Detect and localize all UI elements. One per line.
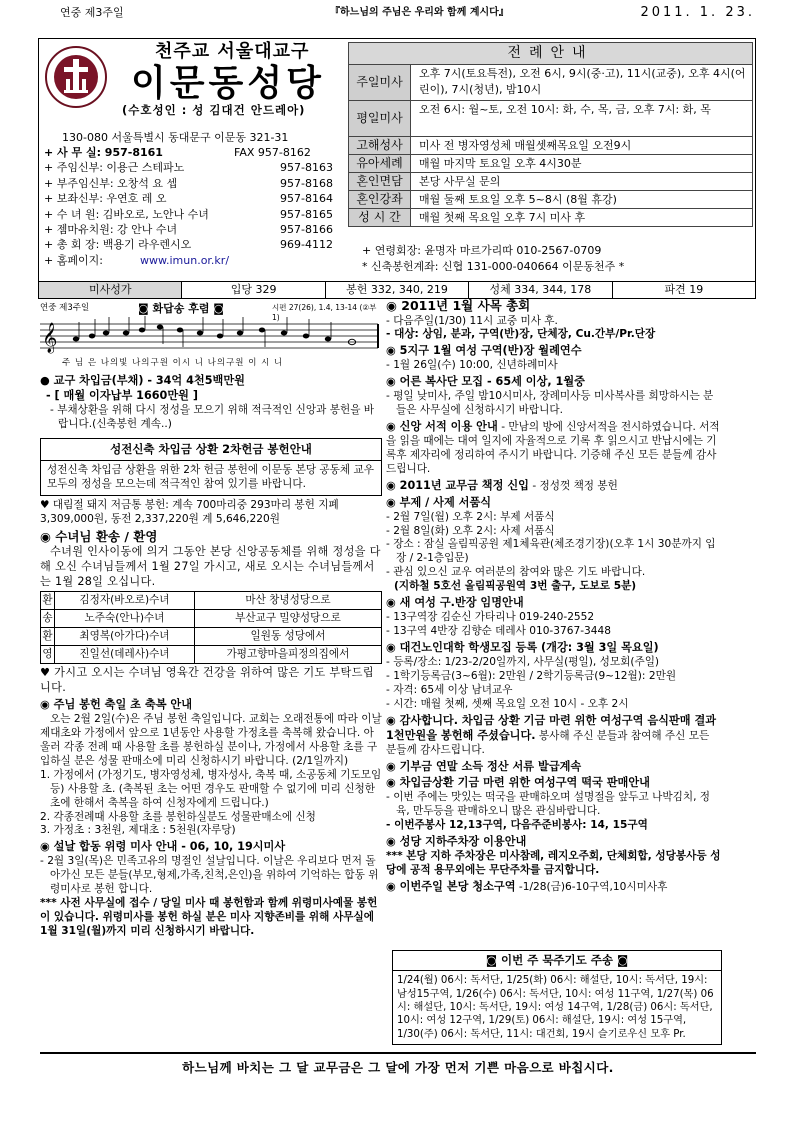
staff-pastor: + 주임신부: 이용근 스테파노 957-8163 bbox=[44, 161, 333, 175]
donation-account: * 신축봉헌계좌: 신협 131-000-040664 이문동천주 * bbox=[362, 260, 625, 273]
pastoral-assembly: ◉ 2011년 1월 사목 총회 - 다음주일(1/30) 11시 교중 미사 후. - 대상: 상임, 분과, 구역(반)장, 단체장, Cu.간부/Pr.단장 bbox=[386, 298, 656, 341]
psalm-lyrics: 주 님 은 나의빛 나의구원 이시 니 나의구원 이 시 니 bbox=[62, 358, 284, 368]
table-row: 송 노주숙(안나)수녀 부산교구 밀양성당으로 bbox=[41, 610, 382, 628]
svg-text:𝄞: 𝄞 bbox=[42, 323, 58, 353]
staff-asst-priest: + 보좌신부: 우연호 레 오 957-8164 bbox=[44, 192, 333, 206]
schedule-row-sunday: 주일미사 오후 7시(토요특전), 오전 6시, 9시(중·고), 11시(교중), 오후 4시(어린이), 7시(청년), 밤10시 bbox=[348, 65, 753, 101]
nuns-section: ◉ 수녀님 환송 / 환영 수녀원 인사이동에 의거 그동안 본당 신앙공동체를 위해 정성을 다해 오신 수녀님들께서 1월 27일 가시고, 새로 오시는 수녀님들께서는 1월 28일 오십니다. bbox=[40, 528, 381, 588]
right-column bbox=[386, 298, 722, 897]
left-column bbox=[40, 374, 382, 941]
district-training: ◉ 5지구 1월 여성 구역(반)장 월례연수 - 1월 26일(수) 10:00, 신년하례미사 bbox=[386, 344, 582, 372]
parking-notice: ◉ 성당 지하주차장 이용안내 *** 본당 지하 주차장은 미사참례, 레지오주회, 단체회합, 성당봉사등 성당에 공적 용무외에는 무단주차를 금지합니다. bbox=[386, 835, 721, 876]
mass-hymns-row bbox=[38, 282, 756, 299]
rice-cake-sale: ◉ 차입금상환 기금 마련 위한 여성구역 떡국 판매안내 - 이번 주에는 맛있는 떡국을 판매하오며 설명절을 앞두고 나박김치, 정육, 만두등을 판매하오니 많은 관심바랍니다. - 이번주봉사 12,13구역, 다음주준비봉사: 14, 15구역 bbox=[386, 776, 711, 832]
rosary-text: 1/24(월) 06시: 독서단, 1/25(화) 06시: 해설단, 10시: 독서단, 19시: 남성15구역, 1/26(수) 06시: 독서단, 10시: 여성 11구역, 1/27(목) 06시: 해설단, 10시: 독서단, 19시: 여성 14구역, 1/28(금) 06시: 독서단, 10시: 여성 12구역, 1/29(토) 06시: 해설단, 19시: 여성 15구역, 1/30(주) 06시: 독서단, 11시: 대건회, 19시 슬기로우신 모후 Pr. bbox=[397, 975, 714, 1040]
debt-section: ● 교구 차입금(부채) - 34억 4천5백만원 - [ 매월 이자납부 1660만원 ] - 부채상환을 위해 다시 정성을 모으기 위해 적극적인 신앙과 봉헌을 바랍니다.(신축봉헌 계속..) bbox=[40, 374, 375, 430]
top-bar bbox=[40, 4, 755, 26]
schedule-row-weekday: 평일미사 오전 6시: 월~토, 오전 10시: 화, 수, 목, 금, 오후 7시: 화, 목 bbox=[348, 101, 753, 137]
hymn-communion: 성체 334, 344, 178 bbox=[469, 282, 612, 298]
book-lending: ◉ 신앙 서적 이용 안내 - 만남의 방에 신앙서적을 전시하였습니다. 서적을 읽을 때에는 대여 일지에 자율적으로 기록 후 읽으시고 반납시에는 기록후 제자리에 정리하여 주시기 바랍니다. 기증해 주신 모든 분들께 감사드립니다. bbox=[386, 419, 720, 475]
contact-info bbox=[348, 243, 753, 275]
funeral-contact: + 연령회장: 윤명자 마르가리따 010-2567-0709 bbox=[362, 244, 602, 257]
staff-homepage: + 홈페이지: www.imun.or.kr/ bbox=[44, 253, 230, 267]
tithe-notice: ◉ 2011년 교무금 책정 신입 - 정성껏 책정 봉헌 bbox=[386, 478, 618, 492]
table-row: 환 최영복(아가다)수녀 일원동 성당에서 bbox=[41, 628, 382, 646]
ordination-section: ◉ 부제 / 사제 서품식 - 2월 7일(월) 오후 2시: 부제 서품식 - 2월 8일(화) 오후 2시: 사제 서품식 - 장소 : 잠실 올림픽공원 제1체육관(체조경기장)(오후 1시 30분까지 입장 / 2-1층입문) - 관심 있으신 교우 여러분의 참여와 많은 기도 바랍니다. (지하철 5호선 올림픽공원역 3번 출구, 도보로 5분) bbox=[386, 495, 716, 593]
thanks-notice: ◉ 감사합니다. 차입금 상환 기금 마련 위한 여성구역 음식판매 결과 1천만원을 봉헌해 주셨습니다. 봉사해 주신 분들과 참여해 주신 모든 분들께 감사드립니다. bbox=[386, 713, 717, 756]
patron-saint: (수호성인 : 성 김대건 안드레아) bbox=[122, 103, 306, 117]
piggy-bank-offering: ♥ 대림절 돼지 저금통 봉헌: 계속 700마리중 293마리 봉헌 지폐 3,309,000원, 동전 2,337,220원 계 5,646,220원 bbox=[40, 498, 339, 525]
rosary-schedule-box bbox=[392, 950, 722, 1045]
staff-convent: + 수 녀 원: 김바오로, 노안나 수녀 957-8165 bbox=[44, 207, 333, 221]
cleaning-duty: ◉ 이번주일 본당 청소구역 -1/28(금)6-10구역,10시미사후 bbox=[386, 879, 668, 893]
schedule-row-baptism: 유아세례 매월 마지막 토요일 오후 4시30분 bbox=[348, 155, 753, 173]
table-row: 환 김정자(바오로)수녀 마산 창녕성당으로 bbox=[41, 592, 382, 610]
hymn-entrance: 입당 329 bbox=[182, 282, 325, 298]
liturgical-week: 연중 제3주일 bbox=[60, 6, 124, 19]
church-name: 이문동성당 bbox=[131, 63, 325, 104]
bulletin-date: 2011. 1. 23. bbox=[640, 5, 755, 20]
hymns-label: 미사성가 bbox=[39, 282, 182, 298]
schedule-row-confession: 고해성사 미사 전 병자영성체 매월셋째목요일 오전9시 bbox=[348, 137, 753, 155]
schedule-title: 전례안내 bbox=[348, 42, 753, 65]
church-logo-icon bbox=[44, 45, 108, 109]
staff-directory bbox=[44, 145, 344, 268]
staff-office: + 사 무 실: 957-8161 FAX 957-8162 bbox=[44, 146, 311, 159]
footer-message: 하느님께 바치는 그 달 교무금은 그 달에 가장 먼저 기쁜 마음으로 바칩시다. bbox=[40, 1052, 756, 1077]
offering-box-text: 성전신축 차입금 상환을 위한 2차 헌금 봉헌에 이문동 본당 공동체 교우 모두의 정성을 모으는데 적극적인 참여 있기를 바랍니다. bbox=[40, 460, 382, 496]
staff-president: + 총 회 장: 백용기 라우렌시오 969-4112 bbox=[44, 238, 333, 252]
rosary-title: ◙ 이번 주 묵주기도 주송 ◙ bbox=[393, 951, 721, 971]
church-address: 130-080 서울특별시 동대문구 이문동 321-31 bbox=[62, 131, 289, 144]
schedule-row-marriage-class: 혼인강좌 매월 둘째 토요일 오후 5~8시 (8월 휴강) bbox=[348, 191, 753, 209]
lunar-new-year-section: ◉ 설날 합동 위령 미사 안내 - 06, 10, 19시미사 - 2월 3일(목)은 민족고유의 명절인 설날입니다. 이날은 우리보다 먼저 돌아가신 모든 분들(부모,형제,가족,친척,은인)을 위하여 기억하는 합동 위령미사로 봉헌 합니다. *** 사전 사무실에 접수 / 당일 미사 때 봉헌함과 함께 위령미사예물 봉헌이 있습니다. 위령미사를 봉헌 하실 분은 미사 지향존비를 위해 사무실에 1월 31일(월)까지 미리 신청하시기 바랍니다. bbox=[40, 840, 379, 938]
table-row: 영 진일선(데레사)수녀 가평고향마을피정의집에서 bbox=[41, 646, 382, 664]
motto: 『하느님의 주님은 우리와 함께 계시다』 bbox=[330, 7, 509, 18]
psalm-music: 연중 제3주일 ◙ 화답송 후렴 ◙ 시편 27(26), 1.4, 13-14 (②부1) 𝄞 주 님 은 나의빛 나의구원 이시 니 나의구원 이 시 니 bbox=[40, 302, 380, 372]
diocese-name: 천주교 서울대교구 bbox=[155, 41, 310, 62]
senior-college: ◉ 대건노인대학 학생모집 등록 (개강: 3월 3일 목요일) - 등록/장소: 1/23-2/20일까지, 사무실(평일), 성모회(주일) - 1학기등록금(3~6월): 2만원 / 2학기등록금(9~12월): 2만원 - 자격: 65세 이상 남녀교우 - 시간: 매월 첫째, 셋째 목요일 오전 10시 - 오후 2시 bbox=[386, 641, 677, 710]
hymn-offertory: 봉헌 332, 340, 219 bbox=[326, 282, 469, 298]
music-staff bbox=[40, 316, 380, 356]
schedule-row-holy-hour: 성 시 간 매월 첫째 목요일 오후 7시 미사 후 bbox=[348, 209, 753, 227]
staff-kindergarten: + 젬마유치원: 강 안나 수녀 957-8166 bbox=[44, 222, 333, 236]
nuns-table bbox=[40, 591, 382, 664]
nuns-prayer-request: ♥ 가시고 오시는 수녀님 영육간 건강을 위하여 많은 기도 부탁드립니다. bbox=[40, 666, 374, 695]
tax-receipt: ◉ 기부금 연말 소득 정산 서류 발급계속 bbox=[386, 759, 582, 773]
hymn-recessional: 파견 19 bbox=[664, 283, 704, 296]
offering-box: 성전신축 차입금 상환 2차헌금 봉헌안내 bbox=[40, 438, 382, 461]
staff-assoc-pastor: + 부주임신부: 오창석 요 셉 957-8168 bbox=[44, 176, 333, 190]
candle-section: ◉ 주님 봉헌 축일 초 축복 안내 오는 2월 2일(수)은 주님 봉헌 축일입니다. 교회는 오래전통에 따라 이날 제대초와 가정에서 앞으로 1년동안 사용할 가정초를 축복해 왔습니다. 아울러 각종 전례 때 사용할 초를 봉헌하실 분이나, 가정에서 사용할 초를 구입하실 분은 성물 판매소에 미리 신청하시기 바랍니다. (2/1일까지) 1. 가정에서 (가정기도, 병자영성체, 병자성사, 축복 때, 소공동체 기도모임 등) 사용할 초. (축복된 초는 어떤 경우도 판매할 수 없기에 미리 신청한 초에 한해서 축복을 하여 신청자에게 드립니다.) 2. 각종전례때 사용할 초를 봉헌하실분도 성물판매소에 신청 3. 가정초 : 3천원, 제대초 : 5천원(자루당) bbox=[40, 697, 382, 837]
homepage-link[interactable]: www.imun.or.kr/ bbox=[140, 253, 230, 267]
schedule-row-marriage-interview: 혼인면담 본당 사무실 문의 bbox=[348, 173, 753, 191]
new-leaders: ◉ 새 여성 구.반장 임명안내 - 13구역장 김순신 가타리나 019-240-2552 - 13구역 4반장 김향순 데레사 010-3767-3448 bbox=[386, 596, 612, 638]
altar-server-recruit: ◉ 어른 복사단 모집 - 65세 이상, 1월중 - 평일 낮미사, 주일 밤10시미사, 장례미사등 미사복사를 희망하시는 분들은 사무실에 신청하시기 바랍니다. bbox=[386, 375, 714, 416]
